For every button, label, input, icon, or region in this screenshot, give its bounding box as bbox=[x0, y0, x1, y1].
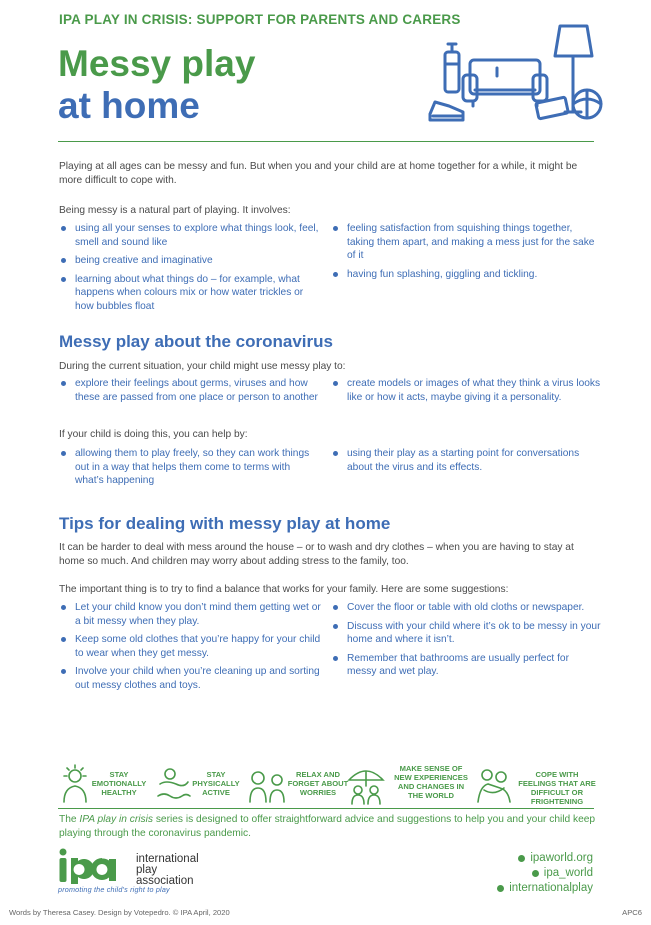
globe-icon bbox=[518, 855, 525, 862]
tips-paragraph: It can be harder to deal with mess around the house – or to wash and dry clothes – when you are having to stay at home so much. And children may worry about adding stress to the family, too. bbox=[59, 542, 574, 567]
logo-line: association bbox=[136, 875, 194, 887]
intro-paragraph: Playing at all ages can be messy and fun. But when you and your child are at home together for a while, it might be more difficult to cope with. bbox=[59, 161, 578, 186]
series-name: IPA play in crisis bbox=[79, 814, 153, 825]
sun-head-icon bbox=[60, 764, 90, 804]
children-talking-icon bbox=[248, 766, 288, 804]
benefit-item bbox=[248, 762, 354, 806]
swimming-child-icon bbox=[156, 766, 192, 802]
bottle-icon bbox=[445, 44, 459, 92]
list-item: allowing them to play freely, so they can work things out in a way that helps them come to terms with what’s happening bbox=[59, 447, 321, 488]
credits: Words by Theresa Casey. Design by Votepedro. © IPA April, 2020 bbox=[9, 908, 230, 917]
page-title-line-1: Messy play bbox=[58, 43, 256, 84]
corona-bullets-right-1 bbox=[331, 377, 601, 409]
intro-bullets-right bbox=[331, 222, 601, 286]
section-heading-tips: Tips for dealing with messy play at home bbox=[59, 514, 391, 533]
series-note-text: series is designed to offer straightforward advice and suggestions to help you and your child keep playing through the coronavirus pandemic. bbox=[59, 814, 596, 839]
play-benefits-row bbox=[58, 762, 598, 806]
page-title-line-2: at home bbox=[58, 85, 200, 126]
sofa-icon bbox=[463, 60, 547, 106]
list-item: Remember that bathrooms are usually perfect for messy and wet play. bbox=[331, 652, 601, 679]
corona-help-lead: If your child is doing this, you can help by: bbox=[59, 429, 248, 440]
series-kicker: IPA PLAY IN CRISIS: SUPPORT FOR PARENTS AND CARERS bbox=[59, 12, 461, 27]
benefit-item bbox=[58, 762, 163, 806]
benefit-label: RELAX AND FORGET ABOUT WORRIES bbox=[287, 770, 349, 797]
facebook-icon bbox=[497, 885, 504, 892]
benefit-item bbox=[474, 762, 598, 806]
shoe-icon bbox=[430, 102, 463, 120]
ball-icon bbox=[573, 90, 601, 118]
hugging-children-icon bbox=[474, 766, 514, 804]
document-code: APC6 bbox=[622, 908, 642, 917]
ipa-logo bbox=[58, 848, 218, 894]
ipa-logo-mark bbox=[58, 848, 132, 884]
umbrella-family-icon bbox=[346, 764, 386, 806]
benefit-item bbox=[156, 762, 248, 806]
list-item: being creative and imaginative bbox=[59, 254, 321, 268]
logo-line: international bbox=[136, 853, 199, 865]
corona-bullets-left-1 bbox=[59, 377, 321, 409]
list-item: having fun splashing, giggling and tickling. bbox=[331, 268, 601, 282]
benefit-label: MAKE SENSE OF NEW EXPERIENCES AND CHANGES IN THE WORLD bbox=[394, 764, 468, 800]
list-item: using their play as a starting point for conversations about the virus and its effects. bbox=[331, 447, 601, 474]
list-item: Keep some old clothes that you’re happy for your child to wear when they get messy. bbox=[59, 633, 321, 660]
twitter-icon bbox=[532, 870, 539, 877]
corona-lead: During the current situation, your child might use messy play to: bbox=[59, 361, 346, 372]
list-item: Cover the floor or table with old cloths or newspaper. bbox=[331, 601, 601, 615]
tips-lead: The important thing is to try to find a balance that works for your family. Here are some suggestions: bbox=[59, 584, 509, 595]
benefit-item bbox=[346, 762, 474, 806]
list-item: create models or images of what they think a virus looks like or how it acts, maybe giving it a personality. bbox=[331, 377, 601, 404]
header-divider bbox=[58, 141, 594, 142]
tips-bullets-left bbox=[59, 601, 321, 697]
intro-bullets-left bbox=[59, 222, 321, 318]
logo-line: play bbox=[136, 864, 158, 876]
link-text: ipaworld.org bbox=[530, 852, 593, 864]
footer-divider bbox=[58, 808, 594, 809]
link-text: internationalplay bbox=[509, 882, 593, 894]
benefit-label: STAY PHYSICALLY ACTIVE bbox=[192, 770, 240, 797]
link-text: ipa_world bbox=[543, 867, 593, 879]
list-item: learning about what things do – for example, what happens when colours mix or how water trickles or how bubbles float bbox=[59, 273, 321, 314]
living-room-illustration bbox=[425, 20, 615, 125]
twitter-link[interactable] bbox=[497, 866, 593, 881]
list-item: explore their feelings about germs, viruses and how these are passed from one place or person to another bbox=[59, 377, 321, 404]
tips-bullets-right bbox=[331, 601, 601, 684]
corona-bullets-right-2 bbox=[331, 447, 601, 479]
list-item: Discuss with your child where it’s ok to be messy in your home and where it isn’t. bbox=[331, 620, 601, 647]
series-note-text: The bbox=[59, 814, 80, 825]
benefit-label: COPE WITH FEELINGS THAT ARE DIFFICULT OR FRIGHTENING bbox=[518, 770, 596, 806]
list-item: Let your child know you don’t mind them getting wet or a bit messy when they play. bbox=[59, 601, 321, 628]
list-item: Involve your child when you’re cleaning up and sorting out messy clothes and toys. bbox=[59, 665, 321, 692]
series-note bbox=[59, 813, 599, 841]
list-item: feeling satisfaction from squishing things together, taking them apart, and making a mess just for the sake of it bbox=[331, 222, 601, 263]
benefit-label: STAY EMOTIONALLY HEALTHY bbox=[91, 770, 147, 797]
intro-lead: Being messy is a natural part of playing. It involves: bbox=[59, 205, 291, 216]
list-item: using all your senses to explore what things look, feel, smell and sound like bbox=[59, 222, 321, 249]
website-link[interactable] bbox=[497, 851, 593, 866]
corona-bullets-left-2 bbox=[59, 447, 321, 493]
facebook-link[interactable] bbox=[497, 881, 593, 896]
social-links bbox=[497, 851, 593, 896]
section-heading-coronavirus: Messy play about the coronavirus bbox=[59, 332, 333, 351]
logo-wordmark bbox=[136, 854, 199, 887]
logo-tagline: promoting the child's right to play bbox=[58, 885, 170, 894]
